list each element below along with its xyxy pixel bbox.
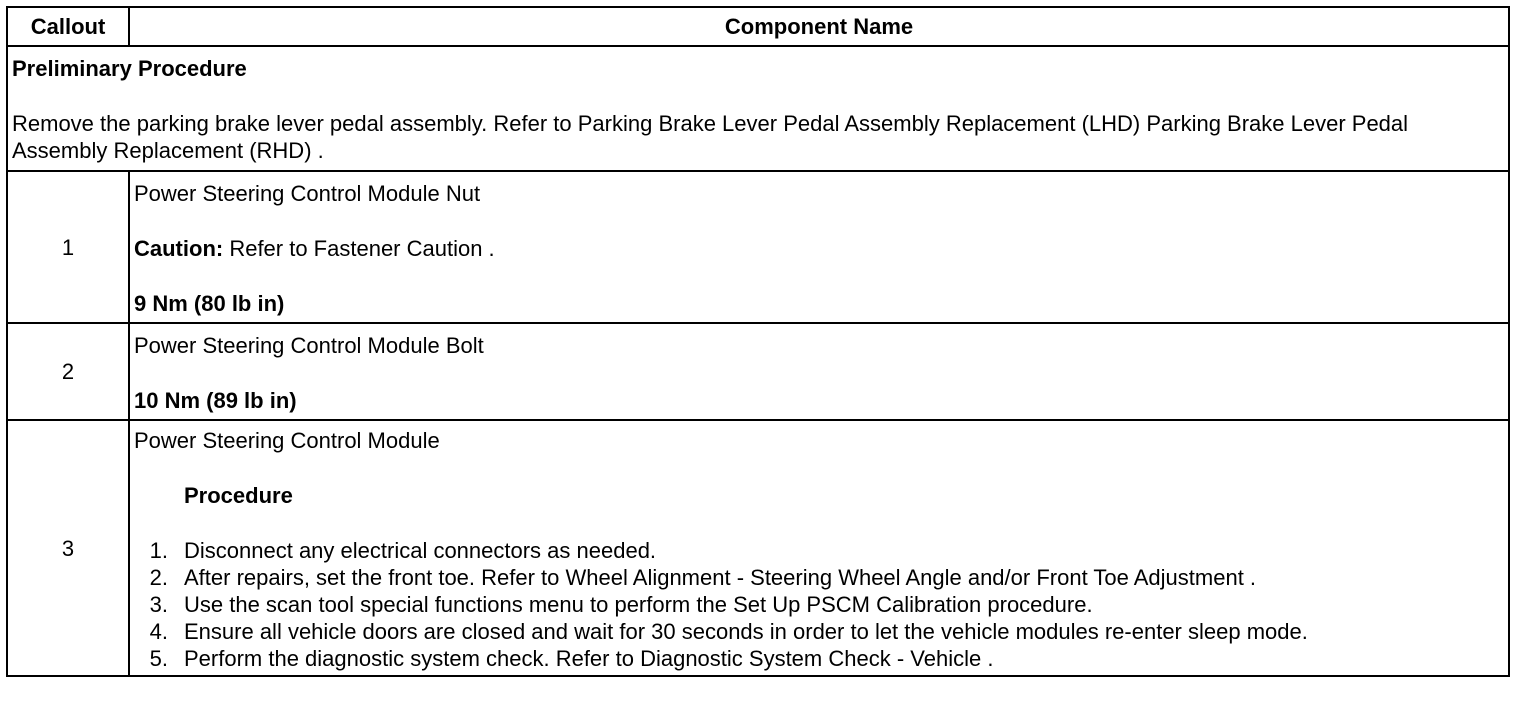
step-number: 5. xyxy=(149,646,168,671)
procedure-heading: Procedure xyxy=(184,483,293,508)
step-text: After repairs, set the front toe. Refer to Wheel Alignment - Steering Wheel Angle and/or Front Toe Adjustment . xyxy=(184,565,1257,590)
component-cell xyxy=(129,323,1509,420)
list-item xyxy=(134,537,1504,564)
torque-spec: 10 Nm (89 lb in) xyxy=(134,387,297,413)
header-component-name: Component Name xyxy=(129,7,1509,46)
component-table-wrapper xyxy=(6,6,1508,677)
preliminary-cell xyxy=(7,46,1509,171)
step-text: Ensure all vehicle doors are closed and wait for 30 seconds in order to let the vehicle modules re-enter sleep mode. xyxy=(184,619,1308,644)
component-name: Power Steering Control Module xyxy=(134,428,440,453)
step-number: 1. xyxy=(149,538,168,563)
component-cell xyxy=(129,420,1509,676)
callout-number: 1 xyxy=(7,171,129,323)
caution-note xyxy=(134,235,1504,262)
step-number: 2. xyxy=(149,565,168,590)
component-name: Power Steering Control Module Nut xyxy=(134,180,481,206)
header-callout: Callout xyxy=(7,7,129,46)
table-header-row xyxy=(7,7,1509,46)
callout-number: 3 xyxy=(7,420,129,676)
table-row xyxy=(7,420,1509,676)
list-item xyxy=(134,564,1504,591)
step-text: Use the scan tool special functions menu to perform the Set Up PSCM Calibration procedure. xyxy=(184,592,1093,617)
preliminary-heading: Preliminary Procedure xyxy=(12,56,247,81)
component-name: Power Steering Control Module Bolt xyxy=(134,332,484,358)
preliminary-row xyxy=(7,46,1509,171)
component-cell xyxy=(129,171,1509,323)
list-item xyxy=(134,591,1504,618)
step-text: Perform the diagnostic system check. Refer to Diagnostic System Check - Vehicle . xyxy=(184,646,994,671)
component-table xyxy=(6,6,1510,677)
table-row xyxy=(7,171,1509,323)
table-row xyxy=(7,323,1509,420)
caution-text: Refer to Fastener Caution . xyxy=(223,235,495,261)
step-number: 3. xyxy=(149,592,168,617)
list-item xyxy=(134,645,1504,672)
list-item xyxy=(134,618,1504,645)
torque-spec: 9 Nm (80 lb in) xyxy=(134,290,285,316)
step-number: 4. xyxy=(149,619,168,644)
callout-number: 2 xyxy=(7,323,129,420)
caution-label: Caution: xyxy=(134,235,224,261)
step-text: Disconnect any electrical connectors as needed. xyxy=(184,538,657,563)
procedure-steps xyxy=(134,537,1504,672)
preliminary-text: Remove the parking brake lever pedal assembly. Refer to Parking Brake Lever Pedal Assembly Replacement (LHD) Parking Brake Lever Pedal Assembly Replacement (RHD) . xyxy=(12,111,1409,163)
